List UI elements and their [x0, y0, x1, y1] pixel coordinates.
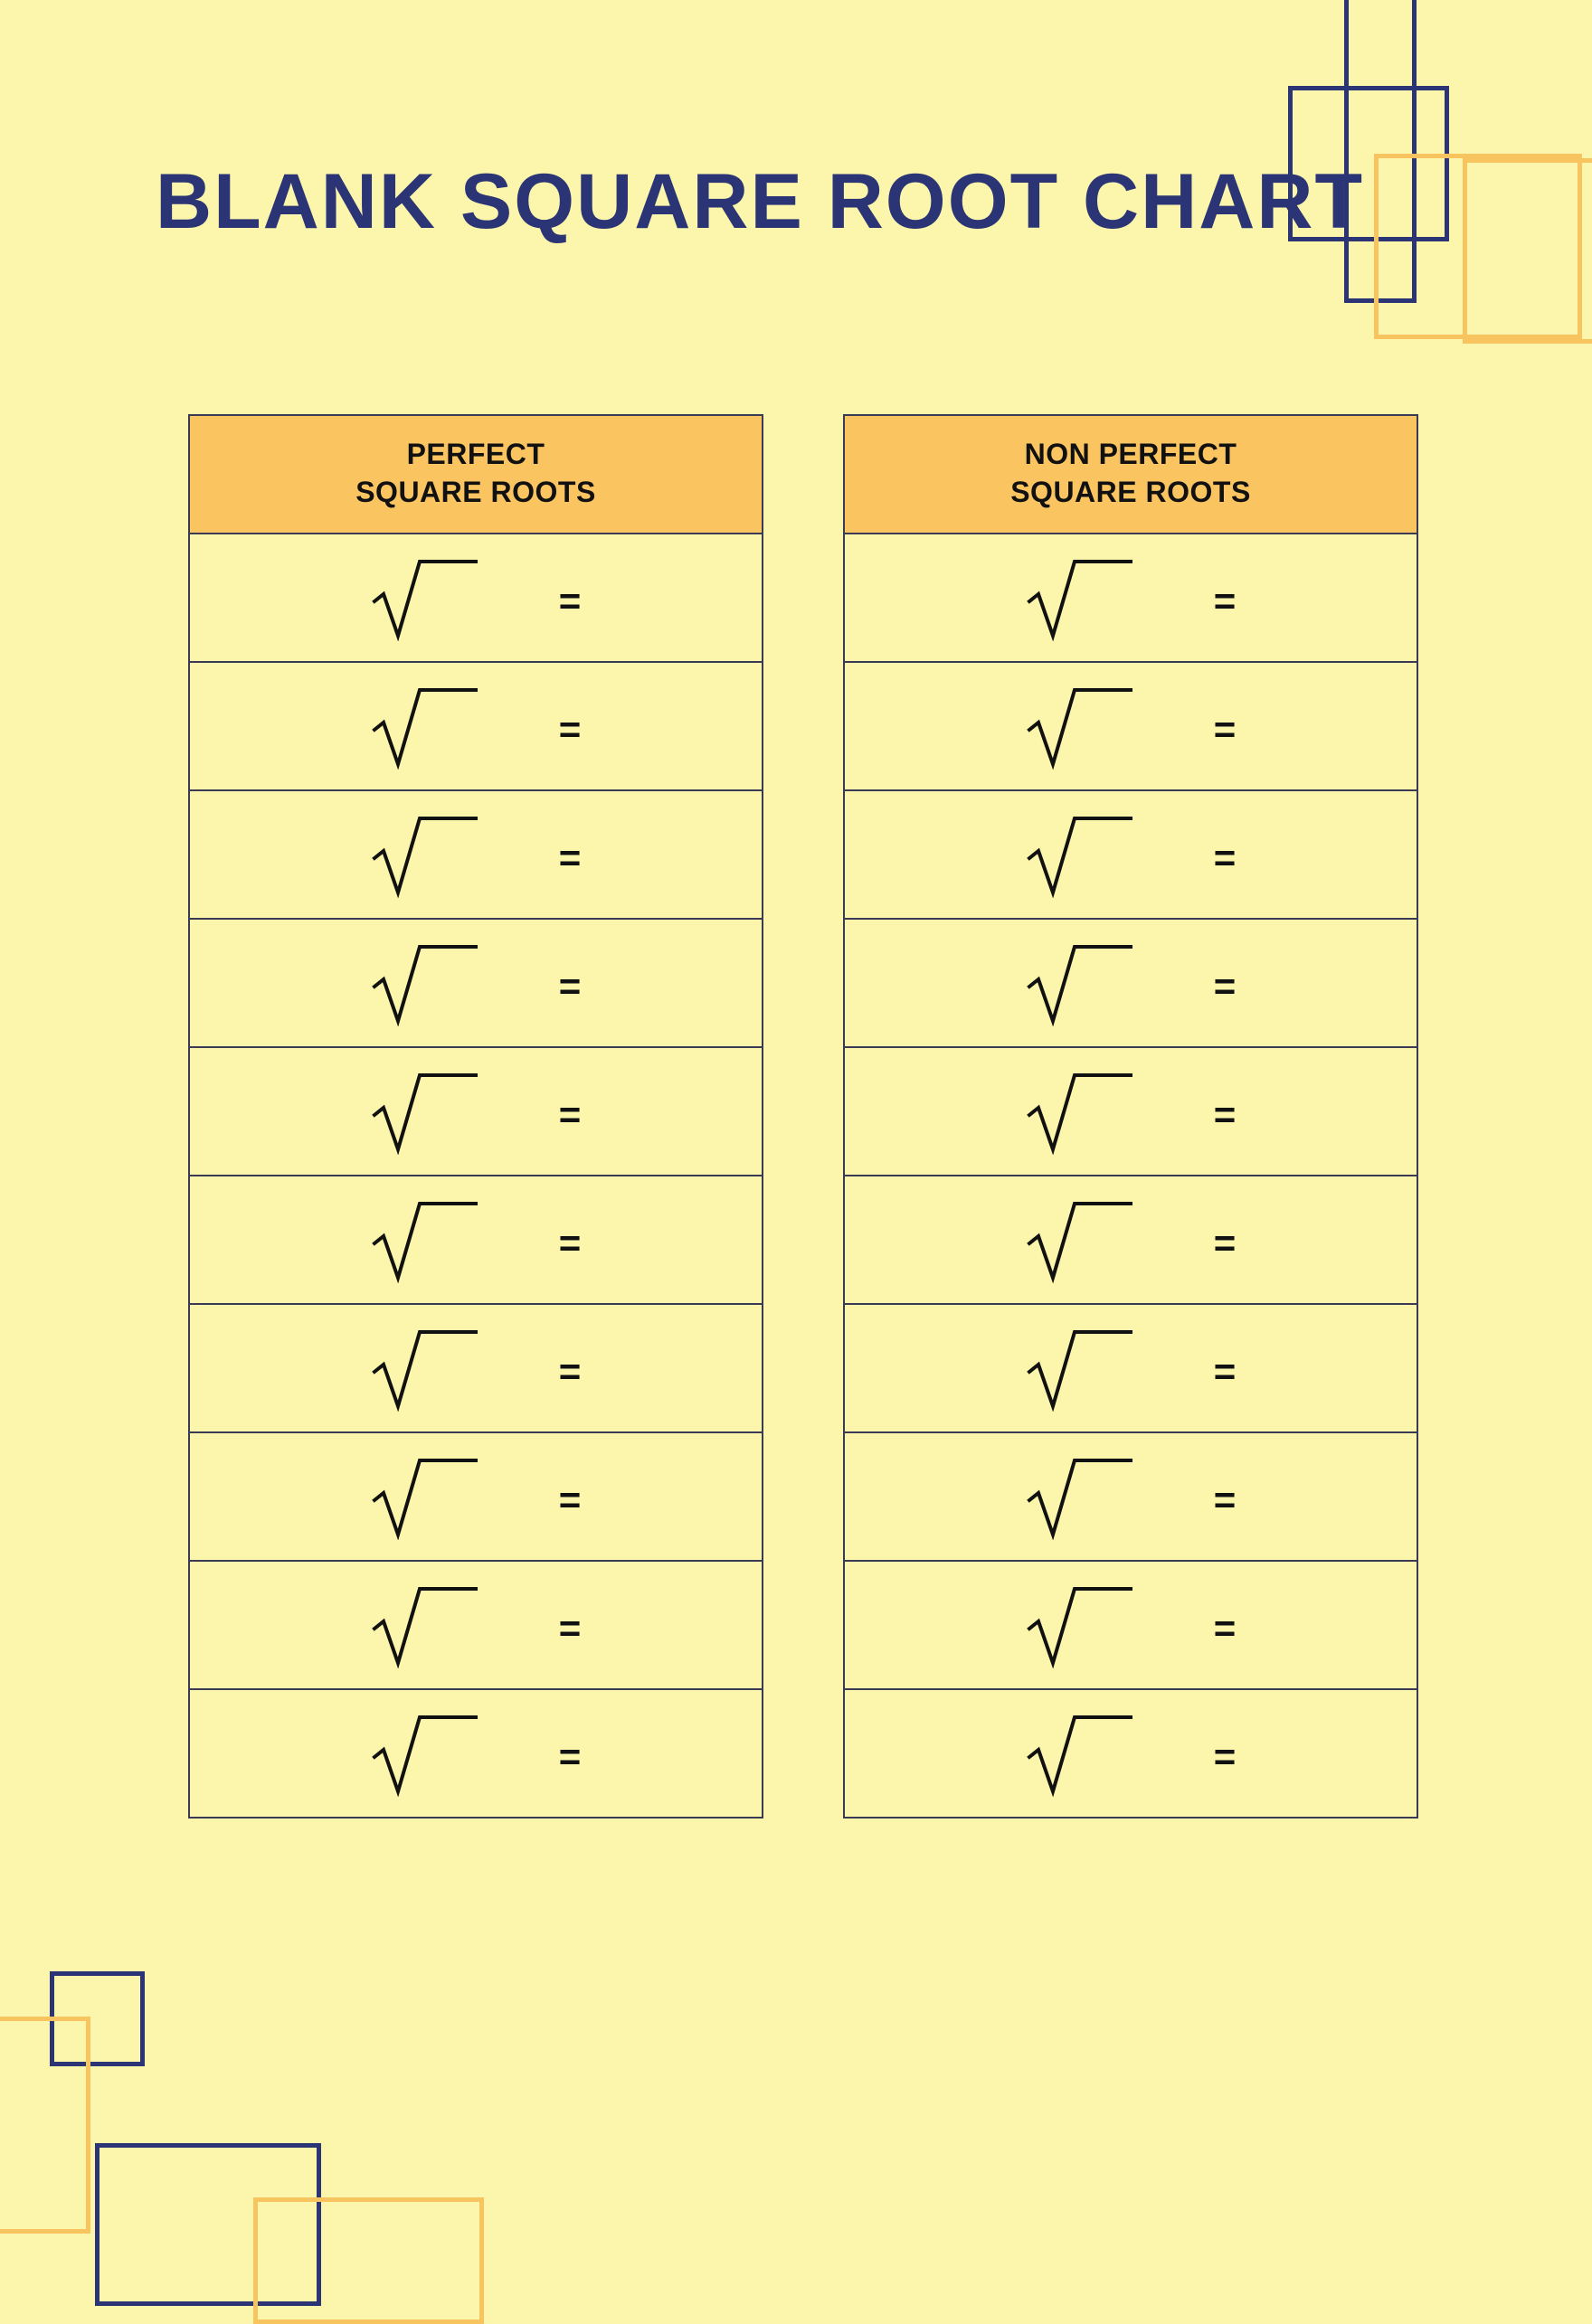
radical-sign-icon: [1026, 1325, 1132, 1412]
table-row[interactable]: [845, 1562, 1417, 1690]
radicand-field[interactable]: [1026, 940, 1132, 1026]
table-row[interactable]: [190, 1562, 762, 1690]
radicand-field[interactable]: [1026, 1453, 1132, 1540]
equals-sign: =: [558, 708, 582, 751]
radicand-field[interactable]: [1026, 1710, 1132, 1797]
equals-sign: =: [558, 1478, 582, 1522]
radical-sign-icon: [1026, 940, 1132, 1026]
radical-sign-icon: [1026, 1453, 1132, 1540]
table-row[interactable]: [190, 1433, 762, 1562]
table-body-perfect: [190, 534, 762, 1817]
radicand-field[interactable]: [371, 1325, 478, 1412]
table-header-line-1: NON PERFECT: [1024, 438, 1237, 470]
table-row[interactable]: [845, 1176, 1417, 1305]
radical-sign-icon: [1026, 554, 1132, 641]
table-header-line-1: PERFECT: [406, 438, 545, 470]
table-row[interactable]: [845, 1305, 1417, 1433]
equals-sign: =: [1213, 708, 1237, 751]
equals-sign: =: [1213, 1735, 1237, 1779]
equals-sign: =: [558, 1222, 582, 1265]
equals-sign: =: [558, 965, 582, 1008]
radicand-field[interactable]: [371, 1710, 478, 1797]
table-row[interactable]: [845, 1048, 1417, 1176]
radicand-field[interactable]: [371, 683, 478, 770]
equals-sign: =: [1213, 1607, 1237, 1650]
radical-sign-icon: [371, 1582, 478, 1668]
radical-sign-icon: [1026, 1068, 1132, 1155]
radical-sign-icon: [371, 1325, 478, 1412]
radicand-field[interactable]: [371, 811, 478, 898]
table-row[interactable]: [190, 1305, 762, 1433]
equals-sign: =: [1213, 580, 1237, 623]
table-perfect-square-roots: [188, 414, 763, 1819]
radical-sign-icon: [371, 554, 478, 641]
radical-sign-icon: [1026, 811, 1132, 898]
radical-sign-icon: [1026, 1710, 1132, 1797]
table-row[interactable]: [845, 1433, 1417, 1562]
radical-sign-icon: [1026, 1196, 1132, 1283]
radicand-field[interactable]: [371, 940, 478, 1026]
equals-sign: =: [1213, 1222, 1237, 1265]
radicand-field[interactable]: [1026, 1325, 1132, 1412]
table-row[interactable]: [845, 791, 1417, 920]
table-non-perfect-square-roots: [843, 414, 1418, 1819]
radical-sign-icon: [371, 1710, 478, 1797]
table-row[interactable]: [190, 663, 762, 791]
radical-sign-icon: [371, 1453, 478, 1540]
equals-sign: =: [1213, 1478, 1237, 1522]
radical-sign-icon: [1026, 683, 1132, 770]
table-row[interactable]: [845, 663, 1417, 791]
table-row[interactable]: [190, 920, 762, 1048]
radical-sign-icon: [371, 811, 478, 898]
table-body-non-perfect: [845, 534, 1417, 1817]
table-row[interactable]: [190, 534, 762, 663]
equals-sign: =: [558, 1350, 582, 1393]
radicand-field[interactable]: [1026, 1068, 1132, 1155]
radicand-field[interactable]: [1026, 1196, 1132, 1283]
radicand-field[interactable]: [371, 554, 478, 641]
radicand-field[interactable]: [371, 1582, 478, 1668]
radicand-field[interactable]: [371, 1196, 478, 1283]
table-header-line-2: SQUARE ROOTS: [355, 475, 596, 508]
table-row[interactable]: [190, 791, 762, 920]
radical-sign-icon: [1026, 1582, 1132, 1668]
radical-sign-icon: [371, 1068, 478, 1155]
radicand-field[interactable]: [371, 1453, 478, 1540]
equals-sign: =: [558, 580, 582, 623]
radical-sign-icon: [371, 1196, 478, 1283]
radical-sign-icon: [371, 683, 478, 770]
table-header-line-2: SQUARE ROOTS: [1010, 475, 1251, 508]
table-header-non-perfect: [845, 416, 1417, 534]
table-header-perfect: [190, 416, 762, 534]
table-row[interactable]: [190, 1048, 762, 1176]
radicand-field[interactable]: [1026, 683, 1132, 770]
radicand-field[interactable]: [1026, 811, 1132, 898]
square-gold-bottom: [253, 2197, 484, 2324]
equals-sign: =: [558, 1735, 582, 1779]
table-row[interactable]: [845, 534, 1417, 663]
square-gold-corner: [0, 2017, 90, 2234]
radical-sign-icon: [371, 940, 478, 1026]
equals-sign: =: [558, 836, 582, 880]
charts-container: [188, 414, 1418, 1819]
table-row[interactable]: [190, 1176, 762, 1305]
equals-sign: =: [1213, 1093, 1237, 1137]
table-row[interactable]: [845, 920, 1417, 1048]
radicand-field[interactable]: [371, 1068, 478, 1155]
page-title: BLANK SQUARE ROOT CHART: [156, 158, 1364, 245]
table-row[interactable]: [190, 1690, 762, 1817]
table-row[interactable]: [845, 1690, 1417, 1817]
radicand-field[interactable]: [1026, 1582, 1132, 1668]
equals-sign: =: [1213, 965, 1237, 1008]
equals-sign: =: [1213, 1350, 1237, 1393]
equals-sign: =: [558, 1093, 582, 1137]
equals-sign: =: [558, 1607, 582, 1650]
radicand-field[interactable]: [1026, 554, 1132, 641]
equals-sign: =: [1213, 836, 1237, 880]
